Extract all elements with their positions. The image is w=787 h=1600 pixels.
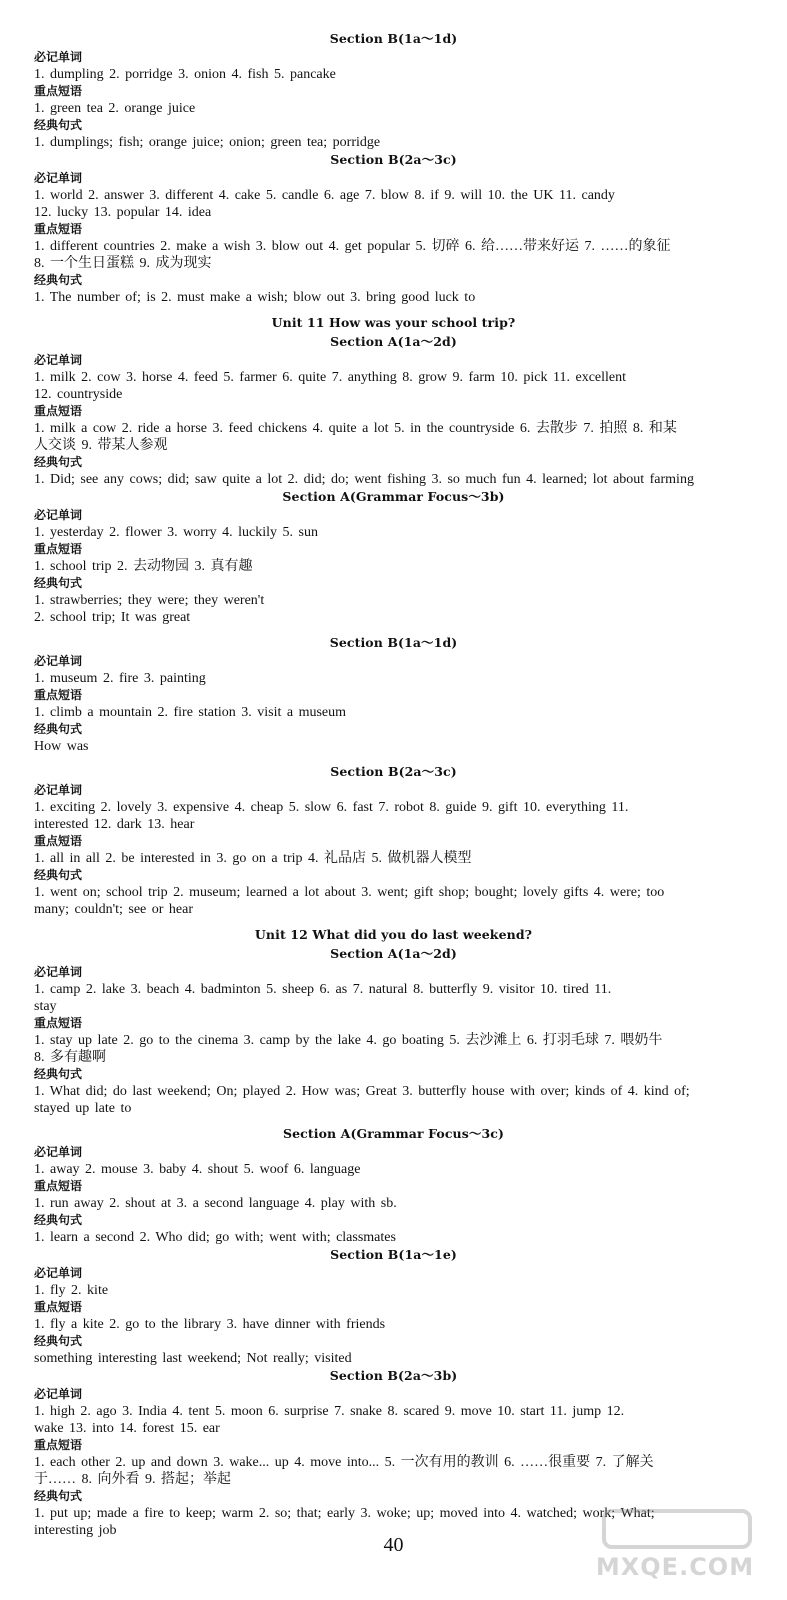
answer-line: 12. countryside (34, 387, 123, 402)
answer-line: 1. high 2. ago 3. India 4. tent 5. moon 6. surprise 7. snake 8. scared 9. move 10. start 11. jump 12. (34, 1404, 625, 1419)
block-label: 经典句式 (34, 273, 83, 287)
block-label: 必记单词 (34, 1387, 83, 1401)
answer-line: something interesting last weekend; Not really; visited (34, 1351, 352, 1366)
answer-line: 1. put up; made a fire to keep; warm 2. so; that; early 3. woke; up; moved into 4. watched; work; What; (34, 1506, 655, 1521)
answer-line: 1. strawberries; they were; they weren't (34, 593, 265, 608)
block-label: 必记单词 (34, 965, 83, 979)
watermark-frame (602, 1509, 752, 1549)
block-label: 经典句式 (34, 1213, 83, 1227)
block-label: 必记单词 (34, 1266, 83, 1280)
block-label: 经典句式 (34, 1067, 83, 1081)
section-title: Unit 11 How was your school trip? (271, 315, 516, 330)
block-label: 必记单词 (34, 654, 83, 668)
block-label: 重点短语 (34, 84, 83, 98)
answer-line: wake 13. into 14. forest 15. ear (34, 1421, 220, 1436)
block-label: 经典句式 (34, 455, 83, 469)
answer-line: 人交谈 9. 带某人参观 (34, 438, 168, 453)
block-label: 经典句式 (34, 1489, 83, 1503)
watermark-text: MXQE.COM (595, 1553, 755, 1581)
answer-line: stay (34, 999, 57, 1014)
block-label: 经典句式 (34, 722, 83, 736)
section-title: Section B(2a～3b) (329, 1368, 458, 1383)
section-title: Section B(1a～1e) (330, 1247, 457, 1262)
section-title: Section B(2a～3c) (330, 764, 457, 779)
block-label: 重点短语 (34, 1016, 83, 1030)
block-label: 必记单词 (34, 171, 83, 185)
answer-line: 1. fly 2. kite (34, 1283, 109, 1298)
block-label: 重点短语 (34, 404, 83, 418)
answer-line: 1. What did; do last weekend; On; played 2. How was; Great 3. butterfly house with over; kinds of 4. kind of; (34, 1084, 690, 1099)
block-label: 必记单词 (34, 353, 83, 367)
answer-line: 1. went on; school trip 2. museum; learned a lot about 3. went; gift shop; bought; lovely gifts 4. were; too (34, 885, 665, 900)
answer-line: 12. lucky 13. popular 14. idea (34, 205, 212, 220)
section-title: Section A(1a～2d) (330, 334, 457, 349)
answer-line: 1. school trip 2. 去动物园 3. 真有趣 (34, 559, 253, 574)
answer-line: 于…… 8. 向外看 9. 搭起；举起 (34, 1472, 231, 1487)
section-title: Section B(2a～3c) (330, 152, 457, 167)
answer-line: 1. different countries 2. make a wish 3. blow out 4. get popular 5. 切碎 6. 给……带来好运 7. ……的象征 (34, 239, 671, 254)
answer-line: 1. yesterday 2. flower 3. worry 4. luckily 5. sun (34, 525, 318, 540)
watermark-logo (590, 1505, 760, 1585)
answer-line: 1. camp 2. lake 3. beach 4. badminton 5. sheep 6. as 7. natural 8. butterfly 9. visitor 10. tired 11. (34, 982, 612, 997)
answer-line: 2. school trip; It was great (34, 610, 191, 625)
block-label: 必记单词 (34, 50, 83, 64)
answer-line: 1. climb a mountain 2. fire station 3. visit a museum (34, 705, 347, 720)
answer-line: 1. fly a kite 2. go to the library 3. have dinner with friends (34, 1317, 386, 1332)
answer-line: 1. dumpling 2. porridge 3. onion 4. fish 5. pancake (34, 67, 336, 82)
answer-line: 1. milk 2. cow 3. horse 4. feed 5. farmer 6. quite 7. anything 8. grow 9. farm 10. pick 11. excellent (34, 370, 627, 385)
answer-line: 1. green tea 2. orange juice (34, 101, 196, 116)
answer-line: interested 12. dark 13. hear (34, 817, 195, 832)
block-label: 经典句式 (34, 118, 83, 132)
answer-line: 1. Did; see any cows; did; saw quite a lot 2. did; do; went fishing 3. so much fun 4. learned; lot about farming (34, 472, 694, 487)
section-title: Unit 12 What did you do last weekend? (254, 927, 533, 942)
block-label: 经典句式 (34, 1334, 83, 1348)
answer-line: 8. 一个生日蛋糕 9. 成为现实 (34, 256, 212, 271)
answer-line: 1. run away 2. shout at 3. a second language 4. play with sb. (34, 1196, 397, 1211)
answer-line: 8. 多有趣啊 (34, 1050, 106, 1065)
page-number: 40 (383, 1534, 404, 1556)
block-label: 重点短语 (34, 834, 83, 848)
answer-line: 1. exciting 2. lovely 3. expensive 4. cheap 5. slow 6. fast 7. robot 8. guide 9. gift 10. everything 11. (34, 800, 629, 815)
block-label: 必记单词 (34, 1145, 83, 1159)
block-label: 经典句式 (34, 576, 83, 590)
answer-line: 1. dumplings; fish; orange juice; onion; green tea; porridge (34, 135, 381, 150)
section-title: Section B(1a～1d) (329, 635, 458, 650)
answer-line: How was (34, 739, 89, 754)
block-label: 重点短语 (34, 542, 83, 556)
block-label: 必记单词 (34, 508, 83, 522)
answer-line: 1. world 2. answer 3. different 4. cake 5. candle 6. age 7. blow 8. if 9. will 10. the UK 11. candy (34, 188, 615, 203)
answer-line: stayed up late to (34, 1101, 132, 1116)
answer-line: 1. milk a cow 2. ride a horse 3. feed chickens 4. quite a lot 5. in the countryside 6. 去散步 7. 拍照 8. 和某 (34, 421, 677, 436)
answer-page (0, 30, 787, 1539)
answer-line: 1. away 2. mouse 3. baby 4. shout 5. woof 6. language (34, 1162, 361, 1177)
answer-line: 1. The number of; is 2. must make a wish; blow out 3. bring good luck to (34, 290, 476, 305)
section-title: Section A(Grammar Focus～3c) (282, 1126, 505, 1141)
section-title: Section B(1a～1d) (329, 31, 458, 46)
block-label: 重点短语 (34, 688, 83, 702)
answer-line: 1. museum 2. fire 3. painting (34, 671, 206, 686)
block-label: 重点短语 (34, 1300, 83, 1314)
section-title: Section A(1a～2d) (330, 946, 457, 961)
section-title: Section A(Grammar Focus～3b) (282, 489, 505, 504)
answer-line: 1. each other 2. up and down 3. wake... up 4. move into... 5. 一次有用的教训 6. ……很重要 7. 了解关 (34, 1455, 654, 1470)
block-label: 重点短语 (34, 222, 83, 236)
answer-line: 1. all in all 2. be interested in 3. go on a trip 4. 礼品店 5. 做机器人模型 (34, 851, 472, 866)
answer-line: many; couldn't; see or hear (34, 902, 194, 917)
answer-line: 1. learn a second 2. Who did; go with; went with; classmates (34, 1230, 396, 1245)
block-label: 必记单词 (34, 783, 83, 797)
answer-line: interesting job (34, 1523, 117, 1538)
block-label: 经典句式 (34, 868, 83, 882)
block-label: 重点短语 (34, 1179, 83, 1193)
answer-line: 1. stay up late 2. go to the cinema 3. camp by the lake 4. go boating 5. 去沙滩上 6. 打羽毛球 7. 喂奶牛 (34, 1033, 663, 1048)
block-label: 重点短语 (34, 1438, 83, 1452)
